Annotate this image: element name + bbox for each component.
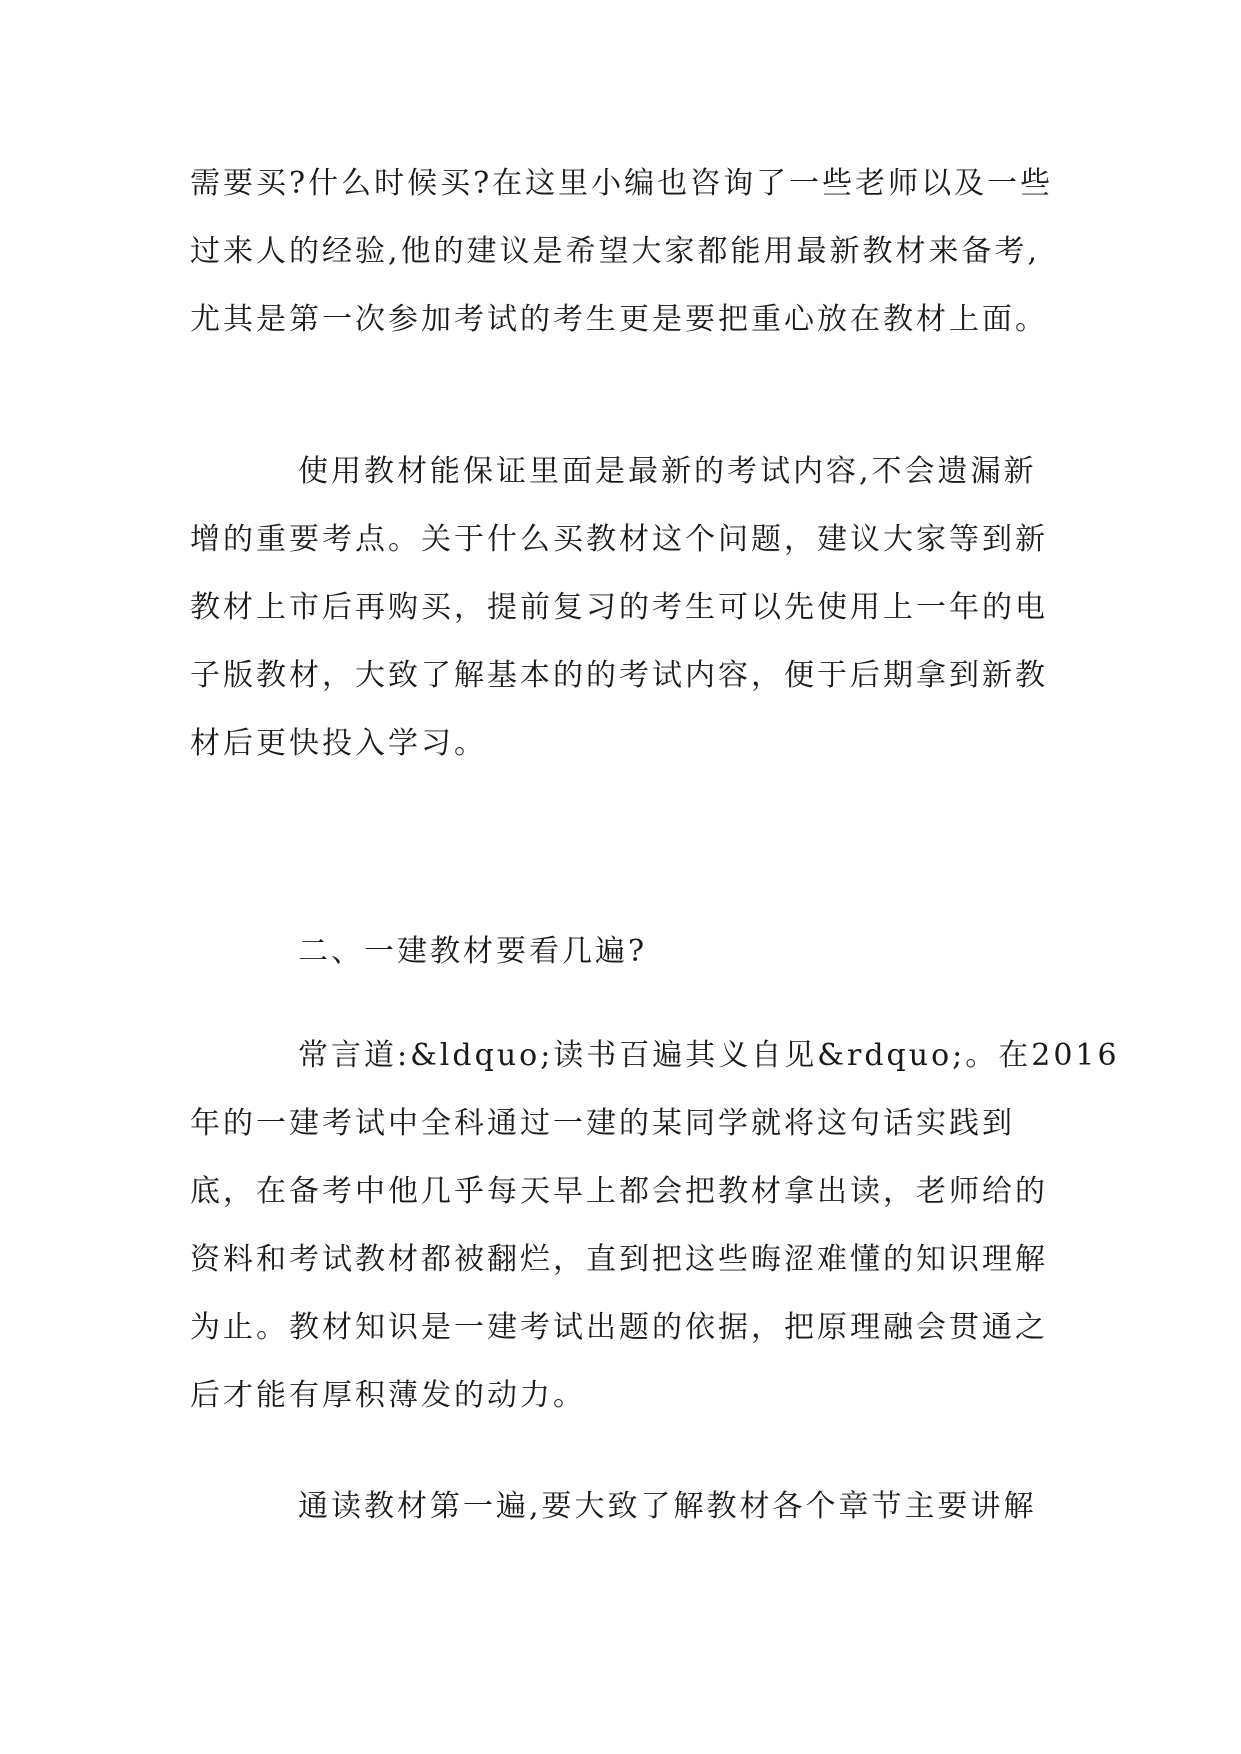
text-line: 尤其是第一次参加考试的考生更是要把重心放在教材上面。 — [190, 302, 1048, 337]
paragraph-textbook-purchase — [190, 150, 1090, 354]
section-heading — [190, 918, 1090, 986]
text-line: 教材上市后再购买，提前复习的考生可以先使用上一年的电 — [190, 590, 1048, 625]
text-line: 需要买?什么时候买?在这里小编也咨询了一些老师以及一些 — [190, 166, 1054, 201]
text-line: 后才能有厚积薄发的动力。 — [190, 1378, 586, 1413]
text-line: 过来人的经验,他的建议是希望大家都能用最新教材来备考, — [190, 234, 1041, 269]
text-line: 子版教材，大致了解基本的的考试内容，便于后期拿到新教 — [190, 658, 1048, 693]
text-line: 使用教材能保证里面是最新的考试内容,不会遗漏新 — [298, 454, 1037, 489]
text-line: 年的一建考试中全科通过一建的某同学就将这句话实践到 — [190, 1106, 1015, 1141]
text-line: 通读教材第一遍,要大致了解教材各个章节主要讲解 — [298, 1489, 1037, 1524]
heading-line: 二、一建教材要看几遍? — [298, 934, 648, 969]
text-line: 底，在备考中他几乎每天早上都会把教材拿出读，老师给的 — [190, 1174, 1048, 1209]
text-line: 常言道:&ldquo;读书百遍其义自见&rdquo;。在2016 — [298, 1038, 1120, 1073]
paragraph-reading-many-times — [190, 1022, 1120, 1430]
text-line: 增的重要考点。关于什么买教材这个问题，建议大家等到新 — [190, 522, 1048, 557]
text-line: 为止。教材知识是一建考试出题的依据，把原理融会贯通之 — [190, 1310, 1048, 1345]
paragraph-textbook-usage — [190, 438, 1090, 778]
paragraph-first-reading — [190, 1473, 1090, 1541]
text-line: 资料和考试教材都被翻烂，直到把这些晦涩难懂的知识理解 — [190, 1242, 1048, 1277]
text-line: 材后更快投入学习。 — [190, 726, 487, 761]
